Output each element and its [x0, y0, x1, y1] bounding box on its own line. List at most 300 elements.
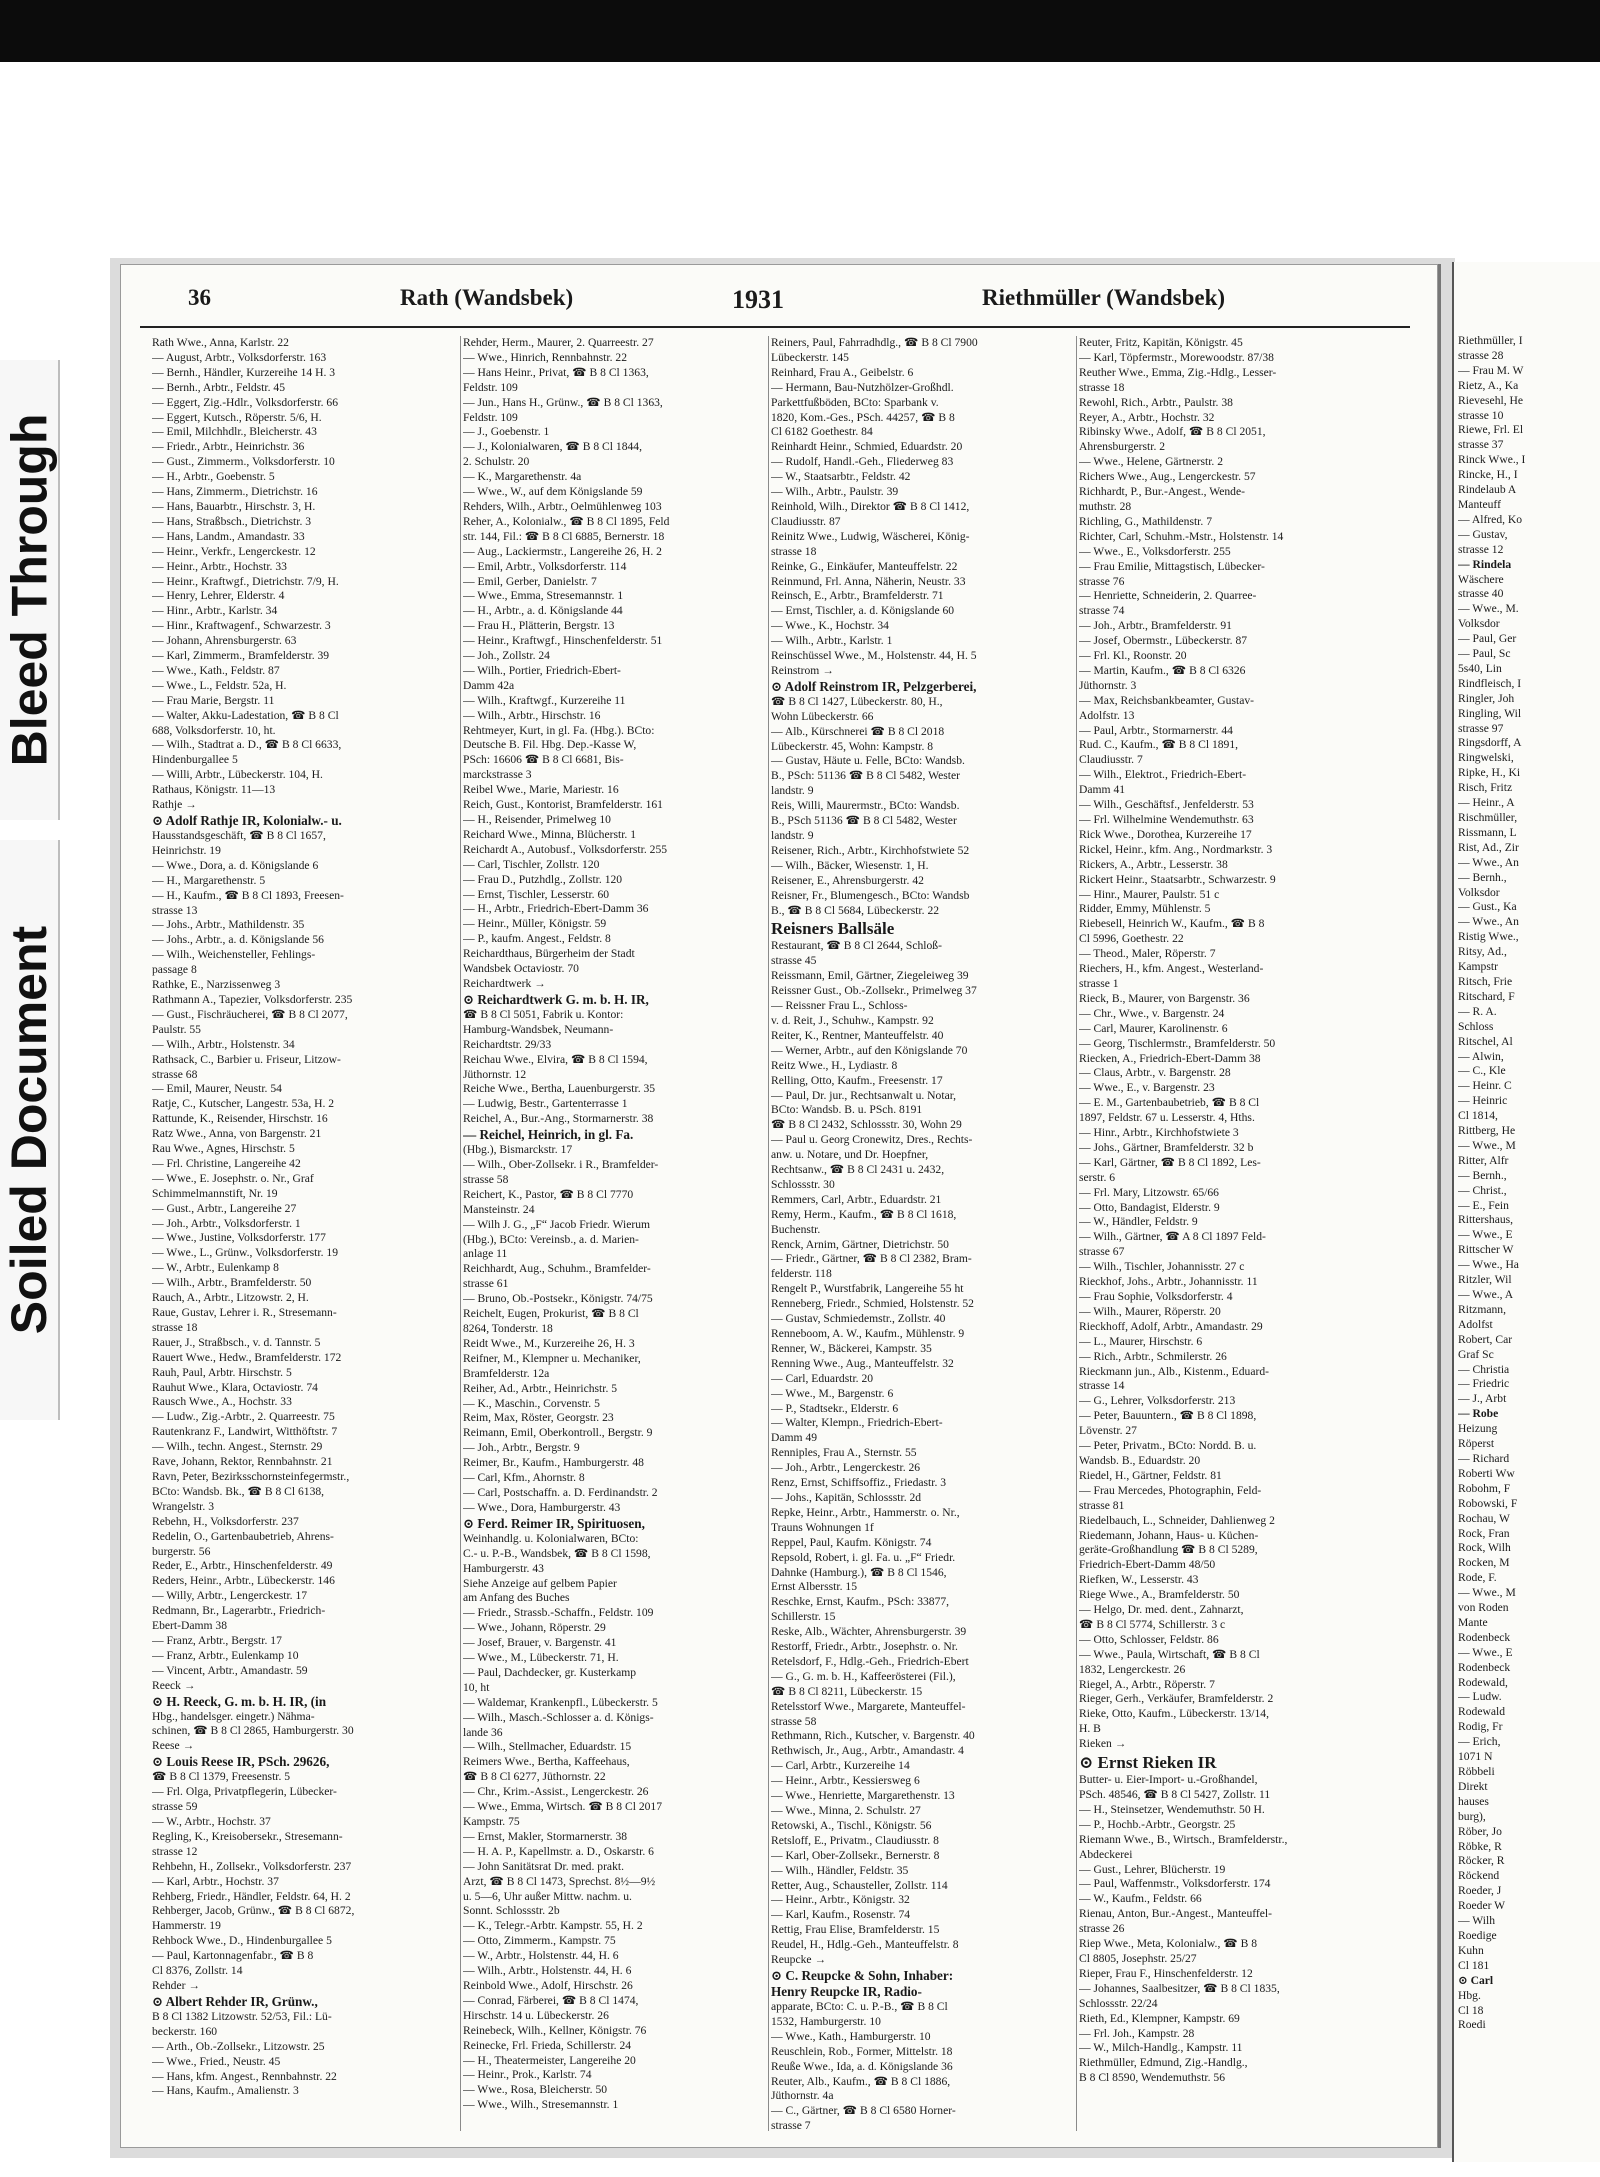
directory-entry: ☎ B 8 Cl 5774, Schillerstr. 3 c	[1079, 1617, 1226, 1631]
directory-entry: — Reichel, Heinrich, in gl. Fa.	[463, 1127, 634, 1143]
directory-entry: Reuschlein, Rob., Former, Mittelstr. 18	[771, 2044, 953, 2058]
directory-entry: — Walter, Klempn., Friedrich-Ebert-	[771, 1416, 943, 1430]
directory-entry: burgerstr. 56	[152, 1544, 211, 1558]
directory-entry: Riedemann, Johann, Haus- u. Küchen-	[1079, 1528, 1259, 1542]
directory-entry: strasse 45	[771, 954, 817, 968]
directory-entry: — Frau H., Plätterin, Bergstr. 13	[463, 619, 615, 633]
directory-entry: Rathaus, Königstr. 11—13	[152, 783, 276, 797]
directory-column-1	[152, 336, 456, 2131]
directory-entry: — Gust., Arbtr., Langereihe 27	[152, 1201, 297, 1215]
directory-entry: Butter- u. Eier-Import- u.-Großhandel,	[1079, 1773, 1258, 1787]
directory-entry: Röcker, R	[1458, 1854, 1505, 1868]
directory-entry: — L., Maurer, Hirschstr. 6	[1079, 1334, 1203, 1348]
directory-entry: strasse 76	[1079, 574, 1125, 588]
directory-entry: Reuther Wwe., Emma, Zig.-Hdlg., Lesser-	[1079, 365, 1277, 379]
directory-entry: — Ludwig, Bestr., Gartenterrasse 1	[463, 1097, 628, 1111]
directory-entry: ⊙ H. Reeck, G. m. b. H. IR, (in	[152, 1693, 327, 1709]
directory-entry: Rud. C., Kaufm., ☎ B 8 Cl 1891,	[1079, 738, 1239, 752]
directory-entry: Reissner Gust., Ob.-Zollsekr., Primelweg 37	[771, 984, 977, 998]
directory-entry: Renniples, Frau A., Sternstr. 55	[771, 1446, 917, 1460]
directory-entry: Roberti Ww	[1458, 1466, 1515, 1480]
directory-entry: — Friedric	[1458, 1377, 1510, 1391]
directory-entry: Rettig, Frau Elise, Bramfelderstr. 15	[771, 1923, 940, 1937]
directory-entry: — Josef, Brauer, v. Bargenstr. 41	[463, 1636, 617, 1650]
directory-entry: Repsold, Robert, i. gl. Fa. u. „F“ Friedr.	[771, 1550, 956, 1564]
directory-entry: Parkettfußböden, BCto: Sparbank v.	[771, 395, 939, 409]
directory-entry: strasse 58	[771, 1714, 817, 1728]
directory-entry: 688, Volksdorferstr. 10, ht.	[152, 723, 276, 737]
directory-entry: Wohn Lübeckerstr. 66	[771, 709, 874, 723]
directory-entry: — Rudolf, Handl.-Geh., Fliederweg 83	[771, 455, 954, 469]
directory-entry: Ripke, H., Ki	[1458, 766, 1521, 780]
next-page-column	[1458, 334, 1600, 2033]
directory-entry: ☎ B 8 Cl 5051, Fabrik u. Kontor:	[463, 1007, 624, 1021]
directory-entry: Roeder, J	[1458, 1884, 1502, 1898]
directory-entry: Riechers, H., kfm. Angest., Westerland-	[1079, 962, 1264, 976]
directory-entry: Retelsdorf, F., Hdlg.-Geh., Friedrich-Ebert	[771, 1654, 969, 1668]
directory-entry: — Emil, Gerber, Danielstr. 7	[463, 574, 597, 588]
directory-entry: — Chr., Krim.-Assist., Lengerckestr. 26	[463, 1785, 649, 1799]
directory-entry: Regling, K., Kreisobersekr., Stresemann-	[152, 1829, 343, 1843]
directory-entry: strasse 68	[152, 1067, 198, 1081]
directory-entry: — Bernh.,	[1458, 870, 1507, 884]
directory-entry: Cl 1814,	[1458, 1109, 1498, 1123]
directory-entry: 2. Schulstr. 20	[463, 455, 530, 469]
directory-entry: Rathmann A., Tapezier, Volksdorferstr. 235	[152, 992, 353, 1006]
directory-entry: ⊙ C. Reupcke & Sohn, Inhaber:	[771, 1967, 954, 1983]
directory-entry: — Joh., Arbtr., Volksdorferstr. 1	[152, 1216, 301, 1230]
directory-entry: — Friedr., Arbtr., Heinrichstr. 36	[152, 440, 305, 454]
directory-entry: — J., Kolonialwaren, ☎ B 8 Cl 1844,	[463, 440, 642, 454]
directory-entry: Rauert Wwe., Hedw., Bramfelderstr. 172	[152, 1350, 342, 1364]
directory-entry: Ebert-Damm 38	[152, 1619, 228, 1633]
directory-entry: Feldstr. 109	[463, 410, 518, 424]
directory-entry: Restorff, Friedr., Arbtr., Josephstr. o. Nr.	[771, 1640, 958, 1654]
directory-entry: — J., Arbt	[1458, 1392, 1507, 1406]
directory-entry: — Heinr. C	[1458, 1079, 1512, 1093]
directory-entry: — Wwe., Emma, Stresemannstr. 1	[463, 589, 624, 603]
directory-entry: — Paul, Dachdecker, gr. Kusterkamp	[463, 1665, 637, 1679]
directory-entry: — Friedr., Strassb.-Schaffn., Feldstr. 109	[463, 1606, 654, 1620]
directory-entry: Rathje →	[152, 798, 197, 812]
directory-entry: Ravn, Peter, Bezirksschornsteinfegermstr.,	[152, 1469, 350, 1483]
directory-entry: Rodenbeck	[1458, 1660, 1511, 1674]
directory-entry: — Wwe., Ha	[1458, 1258, 1519, 1272]
directory-entry: Reinstrom →	[771, 663, 834, 677]
directory-entry: — Carl, Tischler, Zollstr. 120	[463, 857, 600, 871]
directory-entry: — Paul, Waffenmstr., Volksdorferstr. 174	[1079, 1877, 1271, 1891]
directory-entry: Reinsch, E., Arbtr., Bramfelderstr. 71	[771, 589, 944, 603]
directory-entry: u. 5—6, Uhr außer Mittw. nachm. u.	[463, 1889, 632, 1903]
directory-entry: — Vincent, Arbtr., Amandastr. 59	[152, 1663, 308, 1677]
directory-entry: — Frl. Christine, Langereihe 42	[152, 1156, 301, 1170]
directory-entry: — Theod., Maler, Röperstr. 7	[1079, 947, 1216, 961]
directory-entry: — K., Telegr.-Arbtr. Kampstr. 55, H. 2	[463, 1919, 643, 1933]
directory-entry: Rauer, J., Straßbsch., v. d. Tannstr. 5	[152, 1335, 321, 1349]
directory-entry: Hausstandsgeschäft, ☎ B 8 Cl 1657,	[152, 829, 326, 842]
directory-entry: — Johs., Arbtr., a. d. Königslande 56	[152, 933, 324, 947]
directory-entry: — John Sanitätsrat Dr. med. prakt.	[463, 1859, 624, 1873]
directory-entry: Roeder W	[1458, 1899, 1506, 1913]
directory-entry: Retter, Aug., Schausteller, Zollstr. 114	[771, 1878, 948, 1892]
directory-entry: — Wilh., Geschäftsf., Jenfelderstr. 53	[1079, 798, 1254, 812]
directory-entry: Rickert Heinr., Staatsarbtr., Schwarzestr. 9	[1079, 872, 1276, 886]
directory-entry: BCto: Wandsb. Bk., ☎ B 8 Cl 6138,	[152, 1484, 325, 1498]
directory-entry: Reichau Wwe., Elvira, ☎ B 8 Cl 1594,	[463, 1052, 648, 1066]
directory-entry: ⊙ Carl	[1458, 1973, 1494, 1987]
directory-entry: — Emil, Maurer, Neustr. 54	[152, 1082, 282, 1096]
directory-entry: — Franz, Arbtr., Bergstr. 17	[152, 1633, 282, 1647]
directory-entry: Rieke, Otto, Kaufm., Lübeckerstr. 13/14,	[1079, 1707, 1269, 1721]
directory-entry: Ritschard, F	[1458, 989, 1515, 1003]
directory-entry: Wrangelstr. 3	[152, 1499, 214, 1513]
directory-entry: Rienau, Anton, Bur.-Angest., Manteuffel-	[1079, 1907, 1272, 1921]
directory-entry: Roedige	[1458, 1928, 1497, 1942]
directory-entry: Rauh, Paul, Arbtr. Hirschstr. 5	[152, 1365, 292, 1379]
directory-entry: — Wwe., Minna, 2. Schulstr. 27	[771, 1804, 921, 1817]
directory-entry: 1832, Lengerckestr. 26	[1079, 1662, 1186, 1676]
directory-entry: — W., Arbtr., Eulenkamp 8	[152, 1261, 279, 1275]
directory-entry: — Heinr., Verkfr., Lengerckestr. 12	[152, 544, 316, 558]
directory-column-4	[1076, 336, 1383, 2131]
directory-entry: — Hans Heinr., Privat, ☎ B 8 Cl 1363,	[463, 365, 649, 379]
directory-entry: — Heinr., A	[1458, 796, 1515, 810]
directory-entry: — Wilh	[1458, 1914, 1496, 1928]
right-running-head: Riethmüller (Wandsbek)	[982, 285, 1226, 310]
directory-entry: Kampstr. 75	[463, 1815, 520, 1828]
directory-entry: Riethmüller, I	[1458, 334, 1523, 347]
directory-entry: — Friedr., Gärtner, ☎ B 8 Cl 2382, Bram-	[771, 1252, 972, 1266]
directory-entry: — Otto, Bandagist, Elderstr. 9	[1079, 1200, 1220, 1214]
directory-entry: Reichard Wwe., Minna, Blücherstr. 1	[463, 827, 637, 841]
side-tab-soiled-document	[0, 840, 60, 1420]
directory-entry: Deutsche B. Fil. Hbg. Dep.-Kasse W,	[463, 738, 637, 752]
directory-entry: Riege Wwe., A., Bramfelderstr. 50	[1079, 1588, 1240, 1602]
directory-entry: — C., Gärtner, ☎ B 8 Cl 6580 Horner-	[771, 2104, 956, 2118]
directory-entry: Wandsb. B., Eduardstr. 20	[1079, 1453, 1201, 1467]
directory-entry: Rinck Wwe., I	[1458, 453, 1526, 467]
directory-entry: — W., Milch-Handlg., Kampstr. 11	[1079, 2041, 1243, 2055]
directory-entry: Arzt, ☎ B 8 Cl 1473, Sprechst. 8½—9½	[463, 1874, 656, 1888]
directory-entry: — Max, Reichsbankbeamter, Gustav-	[1079, 693, 1255, 707]
directory-entry: — Walter, Akku-Ladestation, ☎ B 8 Cl	[152, 708, 339, 722]
directory-entry: — Hans, Landm., Amandastr. 33	[152, 529, 305, 543]
directory-entry: Rehberger, Jacob, Grünw., ☎ B 8 Cl 6872,	[152, 1904, 355, 1918]
directory-entry: Hamburgerstr. 43	[463, 1561, 544, 1575]
directory-entry: — Aug., Lackiermstr., Langereihe 26, H. 2	[463, 544, 662, 558]
directory-entry: — Christ.,	[1458, 1183, 1507, 1197]
directory-entry: Röbbeli	[1458, 1765, 1495, 1778]
directory-entry: — Carl, Kfm., Ahornstr. 8	[463, 1471, 585, 1485]
directory-entry: Reinitz Wwe., Ludwig, Wäscherei, König-	[771, 529, 970, 543]
directory-entry: — Wwe., M., Lübeckerstr. 71, H.	[463, 1651, 619, 1665]
directory-entry: Reinecke, Frl. Frieda, Schillerstr. 24	[463, 2038, 632, 2052]
directory-entry: Rieger, Gerh., Verkäufer, Bramfelderstr. 2	[1079, 1692, 1274, 1706]
directory-column-2	[460, 336, 767, 2131]
side-tab-soiled-document-label: Soiled Document	[1, 925, 57, 1335]
directory-entry: — Eggert, Zig.-Hdlr., Volksdorferstr. 66	[152, 395, 339, 409]
directory-entry: — Karl, Arbtr., Hochstr. 37	[152, 1874, 279, 1888]
directory-entry: — Ernst, Tischler, a. d. Königslande 60	[771, 604, 955, 618]
directory-entry: — Wilh., Stadtrat a. D., ☎ B 8 Cl 6633,	[152, 738, 342, 752]
directory-entry: — Hinr., Arbtr., Kirchhofstwiete 3	[1079, 1126, 1239, 1140]
directory-entry: — Wwe., L., Grünw., Volksdorferstr. 19	[152, 1246, 339, 1260]
directory-entry: beckerstr. 160	[152, 2024, 218, 2038]
directory-entry: ⊙ Ferd. Reimer IR, Spirituosen,	[463, 1515, 645, 1531]
directory-entry: Jüthornstr. 4a	[771, 2089, 834, 2103]
directory-entry: — Joh., Arbtr., Bramfelderstr. 91	[1079, 619, 1232, 633]
directory-entry: Ristig Wwe.,	[1458, 930, 1519, 944]
directory-entry: — Wilh J. G., „F“ Jacob Friedr. Wierum	[463, 1217, 651, 1231]
directory-entry: strasse 74	[1079, 604, 1125, 618]
directory-entry: Richter, Carl, Schuhm.-Mstr., Holstenstr. 14	[1079, 529, 1284, 543]
directory-entry: Ridder, Emmy, Mühlenstr. 5	[1079, 902, 1211, 916]
directory-entry: — Conrad, Färberei, ☎ B 8 Cl 1474,	[463, 1993, 639, 2007]
directory-entry: — Heinr., Arbtr., Kessiersweg 6	[771, 1774, 920, 1788]
directory-entry: Riedel, H., Gärtner, Feldstr. 81	[1079, 1468, 1222, 1482]
directory-entry: — Gust., Ka	[1458, 900, 1517, 914]
directory-entry: strasse 7	[771, 2119, 811, 2131]
directory-entry: Reichardtstr. 29/33	[463, 1037, 552, 1051]
directory-entry: Rechtsanw., ☎ B 8 Cl 2431 u. 2432,	[771, 1163, 945, 1177]
directory-entry: Cl 5996, Goethestr. 22	[1079, 932, 1184, 946]
directory-entry: — Wilh., Arbtr., Karlstr. 1	[771, 634, 893, 648]
directory-entry: Richers Wwe., Aug., Lengerckestr. 57	[1079, 470, 1256, 484]
directory-entry: Rittershaus,	[1458, 1213, 1514, 1227]
directory-entry: (Hbg.), Bismarckstr. 17	[463, 1143, 573, 1157]
directory-entry: ☎ B 8 Cl 2432, Schlossstr. 30, Wohn 29	[771, 1118, 962, 1132]
directory-entry: — E. M., Gartenbaubetrieb, ☎ B 8 Cl	[1079, 1096, 1260, 1110]
directory-entry: — Emil, Arbtr., Volksdorferstr. 114	[463, 559, 627, 573]
directory-entry: — Wilh., Bäcker, Wiesenstr. 1, H.	[771, 858, 929, 872]
directory-entry: Hamburg-Wandsbek, Neumann-	[463, 1022, 614, 1036]
directory-entry: — Frl. Mary, Litzowstr. 65/66	[1079, 1185, 1219, 1199]
directory-entry: Reisener, E., Ahrensburgerstr. 42	[771, 873, 924, 887]
directory-entry: Ratz Wwe., Anna, von Bargenstr. 21	[152, 1127, 322, 1141]
directory-entry: Risch, Fritz	[1458, 781, 1513, 795]
directory-entry: Reimann, Emil, Oberkontroll., Bergstr. 9	[463, 1426, 653, 1440]
directory-entry: Rieckhof, Johs., Arbtr., Johannisstr. 11	[1079, 1275, 1258, 1289]
directory-entry: Rave, Johann, Rektor, Rennbahnstr. 21	[152, 1455, 333, 1469]
directory-entry: Rick Wwe., Dorothea, Kurzereihe 17	[1079, 827, 1252, 841]
directory-entry: — Wwe., Henriette, Margarethenstr. 13	[771, 1789, 955, 1803]
directory-entry: — H. A. P., Kapellmstr. a. D., Oskarstr. 6	[463, 1844, 654, 1858]
directory-entry: — Wilh., Maurer, Röperstr. 20	[1079, 1304, 1221, 1318]
directory-entry: — Wwe., Kath., Hamburgerstr. 10	[771, 2029, 931, 2043]
directory-entry: Reichardt A., Autobusf., Volksdorferstr. 255	[463, 842, 668, 856]
directory-entry: strasse 28	[1458, 348, 1504, 362]
side-tab-bleed-through	[0, 360, 60, 820]
directory-entry: — Wilh., Arbtr., Holstenstr. 44, H. 6	[463, 1964, 632, 1978]
directory-entry: Rewohl, Rich., Arbtr., Paulstr. 38	[1079, 395, 1233, 409]
directory-entry: — Wwe., Helene, Gärtnerstr. 2	[1079, 455, 1224, 469]
directory-entry: — W., Arbtr., Holstenstr. 44, H. 6	[463, 1949, 619, 1963]
directory-entry: Reinbold Wwe., Adolf, Hirschstr. 26	[463, 1978, 633, 1992]
directory-entry: Kuhn	[1458, 1943, 1484, 1957]
directory-entry: Reiche Wwe., Bertha, Lauenburgerstr. 35	[463, 1082, 656, 1096]
directory-entry: — Werner, Arbtr., auf den Königslande 70	[771, 1043, 968, 1057]
directory-entry: — C., Kle	[1458, 1064, 1506, 1078]
directory-entry: Ahrensburgerstr. 2	[1079, 440, 1166, 454]
directory-entry: 5s40, Lin	[1458, 661, 1502, 675]
directory-entry: Reuter, Alb., Kaufm., ☎ B 8 Cl 1886,	[771, 2074, 951, 2088]
directory-entry: — Hans, kfm. Angest., Rennbahnstr. 22	[152, 2069, 337, 2083]
directory-entry: Rieper, Frau F., Hinschenfelderstr. 12	[1079, 1966, 1253, 1980]
directory-entry: geräte-Großhandlung ☎ B 8 Cl 5289,	[1079, 1543, 1258, 1557]
directory-entry: Reibel Wwe., Marie, Mariestr. 16	[463, 783, 619, 797]
directory-entry: Ritzler, Wil	[1458, 1273, 1512, 1287]
page-year: 1931	[732, 285, 784, 314]
directory-entry: Rath Wwe., Anna, Karlstr. 22	[152, 336, 289, 349]
directory-entry: v. d. Reit, J., Schuhw., Kampstr. 92	[771, 1013, 934, 1027]
directory-entry: — Hinr., Arbtr., Karlstr. 34	[152, 604, 278, 618]
directory-entry: Reinhard, Frau A., Geibelstr. 6	[771, 365, 914, 379]
directory-entry: von Roden	[1458, 1601, 1509, 1615]
directory-entry: apparate, BCto: C. u. P.-B., ☎ B 8 Cl	[771, 1999, 948, 2013]
directory-entry: — Wwe., M.	[1458, 602, 1519, 616]
directory-entry: Dahnke (Hamburg.), ☎ B 8 Cl 1546,	[771, 1565, 947, 1579]
directory-entry: — Wilh., Arbtr., Hirschstr. 16	[463, 708, 601, 722]
directory-entry: ☎ B 8 Cl 8211, Lübeckerstr. 15	[771, 1684, 923, 1698]
directory-entry: Raue, Gustav, Lehrer i. R., Stresemann-	[152, 1306, 337, 1319]
directory-entry: Mante	[1458, 1615, 1488, 1629]
directory-entry: — Johannes, Saalbesitzer, ☎ B 8 Cl 1835,	[1079, 1981, 1280, 1995]
directory-entry: — Wwe., Johann, Röperstr. 29	[463, 1621, 606, 1635]
directory-entry: Rindelaub A	[1458, 483, 1517, 497]
directory-entry: Röber, Jo	[1458, 1824, 1502, 1838]
directory-entry: — G., Lehrer, Volksdorferstr. 213	[1079, 1394, 1236, 1408]
directory-entry: Volksdor	[1458, 617, 1500, 631]
directory-entry: — P., kaufm. Angest., Feldstr. 8	[463, 932, 611, 946]
directory-entry: — Wilh., Tischler, Johannisstr. 27 c	[1079, 1260, 1245, 1274]
directory-entry: — Georg, Tischlermstr., Bramfelderstr. 50	[1079, 1036, 1276, 1050]
directory-entry: Schlossstr. 30	[771, 1177, 835, 1191]
directory-entry: — Frau D., Putzhdlg., Zollstr. 120	[463, 872, 623, 886]
directory-entry: Reichardtwerk →	[463, 976, 546, 990]
directory-entry: Reuße Wwe., Ida, a. d. Königslande 36	[771, 2059, 953, 2073]
directory-entry: — Wwe., M	[1458, 1138, 1516, 1152]
directory-entry: — Wwe., Rosa, Bleicherstr. 50	[463, 2083, 608, 2097]
directory-entry: Reders, Heinr., Arbtr., Lübeckerstr. 146	[152, 1574, 335, 1588]
directory-entry: — Joh., Zollstr. 24	[463, 649, 550, 663]
directory-entry: Adolfstr. 13	[1079, 708, 1135, 722]
directory-entry: Rengelt P., Wurstfabrik, Langereihe 55 ht	[771, 1282, 964, 1296]
directory-entry: Ritsy, Ad.,	[1458, 945, 1507, 959]
directory-entry: Siehe Anzeige auf gelbem Papier	[463, 1576, 617, 1590]
directory-entry: — Wwe., Dora, a. d. Königslande 6	[152, 858, 319, 872]
directory-entry: Rock, Wilh	[1458, 1541, 1511, 1555]
directory-entry: Riethmüller, Edmund, Zig.-Handlg.,	[1079, 2056, 1248, 2070]
directory-entry: — Wwe., Hinrich, Rennbahnstr. 22	[463, 350, 628, 364]
directory-entry: Reinebeck, Wilh., Kellner, Königstr. 76	[463, 2023, 647, 2037]
directory-entry: Manteuff	[1458, 497, 1501, 511]
directory-entry: — Wilh., Ober-Zollsekr. i R., Bramfelder-	[463, 1158, 659, 1172]
directory-entry: Reidt Wwe., M., Kurzereihe 26, H. 3	[463, 1336, 635, 1350]
directory-entry: — Wwe., M., Bargenstr. 6	[771, 1386, 894, 1400]
directory-entry: Direkt	[1458, 1779, 1488, 1793]
directory-entry: Renz, Ernst, Schiffsoffiz., Friedastr. 3	[771, 1476, 947, 1490]
directory-entry: Riebesell, Heinrich W., Kaufm., ☎ B 8	[1079, 917, 1265, 931]
directory-entry: Reisener, Rich., Arbtr., Kirchhofstwiete 52	[771, 843, 970, 857]
directory-entry: Hammerstr. 19	[152, 1919, 221, 1933]
directory-entry: — Ernst, Makler, Stormarnerstr. 38	[463, 1829, 628, 1843]
directory-entry: — Christia	[1458, 1362, 1510, 1376]
directory-entry: — Karl, Zimmerm., Bramfelderstr. 39	[152, 649, 330, 663]
directory-entry: 1897, Feldstr. 67 u. Lesserstr. 4, Hths.	[1079, 1111, 1255, 1125]
directory-entry: Hindenburgallee 5	[152, 753, 238, 767]
directory-entry: — Wilh., Portier, Friedrich-Ebert-	[463, 663, 621, 677]
directory-entry: — W., Kaufm., Feldstr. 66	[1079, 1892, 1202, 1906]
directory-entry: — Wwe., Fried., Neustr. 45	[152, 2054, 281, 2068]
directory-entry: — Heinric	[1458, 1094, 1508, 1108]
directory-entry: — Wwe., E	[1458, 1645, 1513, 1659]
directory-entry: Reichel, A., Bur.-Ang., Stormarnerstr. 38	[463, 1112, 654, 1126]
directory-entry: Reher, A., Kolonialw., ☎ B 8 Cl 1895, Feld	[463, 514, 670, 528]
directory-entry: Reske, Alb., Wächter, Ahrensburgerstr. 39	[771, 1625, 967, 1639]
directory-entry: — Heinr., Kraftwgf., Hinschenfelderstr. 51	[463, 634, 663, 648]
directory-entry: — Hans, Kaufm., Amalienstr. 3	[152, 2084, 299, 2098]
directory-entry: Rode, F.	[1458, 1571, 1497, 1585]
directory-entry: B 8 Cl 8590, Wendemuthstr. 56	[1079, 2071, 1226, 2085]
directory-entry: strasse 14	[1079, 1379, 1125, 1393]
directory-entry: Claudiusstr. 7	[1079, 753, 1143, 767]
directory-entry: — Bernh.,	[1458, 1168, 1507, 1182]
directory-entry: Reisners Ballsäle	[771, 919, 895, 939]
directory-entry: strasse 13	[152, 903, 198, 917]
directory-entry: — Frl. Kl., Roonstr. 20	[1079, 649, 1187, 663]
directory-entry: Trauns Wohnungen 1f	[771, 1520, 874, 1534]
directory-entry: — Joh., Arbtr., Lengerckestr. 26	[771, 1461, 921, 1475]
directory-entry: Riegel, A., Arbtr., Röperstr. 7	[1079, 1677, 1215, 1691]
directory-entry: Rocken, M	[1458, 1556, 1510, 1570]
directory-entry: strasse 12	[1458, 542, 1504, 556]
directory-entry: Richling, G., Mathildenstr. 7	[1079, 514, 1212, 528]
directory-entry: — Johs., Kapitän, Schlossstr. 2d	[771, 1490, 922, 1504]
directory-entry: Paulstr. 55	[152, 1022, 201, 1036]
directory-entry: B 8 Cl 1382 Litzowstr. 52/53, Fil.: Lü-	[152, 2009, 332, 2023]
directory-entry: strasse 18	[771, 544, 817, 558]
directory-entry: — Willy, Arbtr., Lengerckestr. 17	[152, 1589, 308, 1603]
directory-entry: — Frau Emilie, Mittagstisch, Lübecker-	[1079, 559, 1265, 573]
directory-entry: (Hbg.), BCto: Vereinsb., a. d. Marien-	[463, 1232, 639, 1246]
directory-entry: Rindfleisch, I	[1458, 676, 1522, 690]
directory-entry: Ritzmann,	[1458, 1302, 1506, 1316]
header-rule	[140, 326, 1410, 328]
directory-entry: B., PSch 51136 ☎ B 8 Cl 5482, Wester	[771, 814, 957, 828]
directory-entry: — K., Maschin., Corvenstr. 5	[463, 1396, 600, 1410]
directory-entry: Hbg., handelsger. eingetr.) Nähma-	[152, 1709, 315, 1723]
directory-entry: — Paul u. Georg Cronewitz, Dres., Rechts-	[771, 1133, 973, 1147]
directory-entry: ⊙ Louis Reese IR, PSch. 29626,	[152, 1754, 330, 1770]
directory-entry: PSch: 16606 ☎ B 8 Cl 6681, Bis-	[463, 753, 624, 767]
directory-entry: Rehbock Wwe., D., Hindenburgallee 5	[152, 1934, 332, 1948]
directory-entry: — Hinr., Maurer, Paulstr. 51 c	[1079, 887, 1220, 901]
directory-entry: Rehberg, Friedr., Händler, Feldstr. 64, H. 2	[152, 1889, 351, 1903]
directory-entry: — Gustav,	[1458, 527, 1508, 541]
directory-entry: Reschke, Ernst, Kaufm., PSch: 33877,	[771, 1595, 950, 1609]
directory-entry: Buchenstr.	[771, 1222, 821, 1236]
directory-entry: Reppel, Paul, Kaufm. Königstr. 74	[771, 1535, 932, 1549]
directory-entry: — Claus, Arbtr., v. Bargenstr. 28	[1079, 1066, 1231, 1080]
directory-entry: landstr. 9	[771, 784, 814, 798]
directory-entry: Rattunde, K., Reisender, Hirschstr. 16	[152, 1112, 328, 1126]
directory-entry: Reese →	[152, 1739, 195, 1753]
directory-entry: Restaurant, ☎ B 8 Cl 2644, Schloß-	[771, 939, 942, 953]
directory-entry: — Hans, Zimmerm., Dietrichstr. 16	[152, 485, 318, 499]
directory-entry: — Johs., Arbtr., Mathildenstr. 35	[152, 918, 305, 932]
directory-entry: Robowski, F	[1458, 1496, 1518, 1510]
directory-entry: Wäschere	[1458, 572, 1504, 586]
